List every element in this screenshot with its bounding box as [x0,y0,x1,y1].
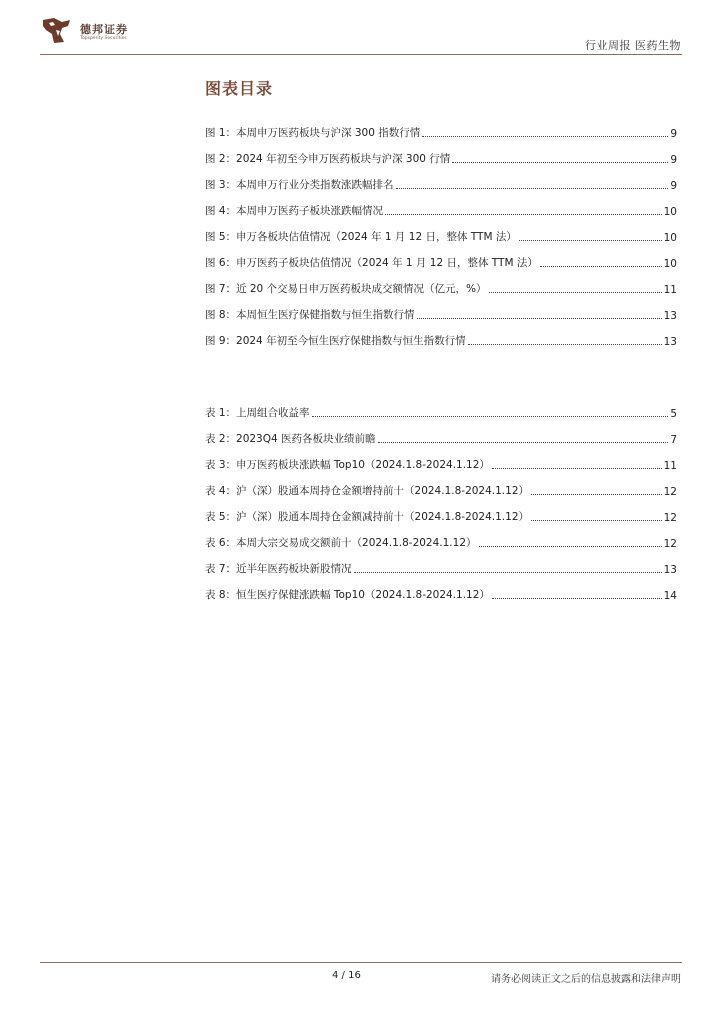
leader-dots [492,598,662,599]
leader-dots [396,188,669,189]
toc-table-item[interactable] [205,550,677,576]
leader-dots [312,416,669,417]
toc-item-label: 表 4：沪（深）股通本周持仓金额增持前十（2024.1.8-2024.1.12） [205,485,530,497]
leader-dots [378,442,669,443]
figure-list [205,114,677,348]
leader-dots [422,136,668,137]
toc-figure-item[interactable] [205,114,677,140]
legal-disclaimer: 请务必阅读正文之后的信息披露和法律声明 [491,974,681,985]
toc-table-item[interactable] [205,576,677,602]
leader-dots [492,468,662,469]
toc-item-page: 13 [663,336,677,348]
toc-item-page: 7 [670,434,677,446]
toc-table-item[interactable] [205,524,677,550]
logo-subtext: Topsperity Securities [80,36,127,41]
page-header [0,0,724,60]
leader-dots [385,214,662,215]
toc-figure-item[interactable] [205,166,677,192]
leader-dots [531,494,662,495]
toc-item-page: 13 [663,310,677,322]
page-number: 4 / 16 [332,970,361,981]
toc-item-label: 图 6：申万医药子板块估值情况（2024 年 1 月 12 日，整体 TTM 法） [205,257,538,269]
toc-item-label: 图 7：近 20 个交易日申万医药板块成交额情况（亿元，%） [205,283,487,295]
toc-item-label: 图 8：本周恒生医疗保健指数与恒生指数行情 [205,309,415,321]
company-logo [40,16,140,46]
toc-table-item[interactable] [205,420,677,446]
toc-item-label: 图 3：本周申万行业分类指数涨跌幅排名 [205,179,394,191]
toc-item-label: 图 1：本周申万医药板块与沪深 300 指数行情 [205,127,421,139]
toc-item-page: 9 [670,128,677,140]
leader-dots [519,240,662,241]
toc-item-page: 11 [663,284,677,296]
toc-item-page: 9 [670,180,677,192]
toc-item-page: 10 [663,232,677,244]
leader-dots [489,292,662,293]
toc-item-label: 表 6：本周大宗交易成交额前十（2024.1.8-2024.1.12） [205,537,477,549]
logo-text: 德邦证券 [80,23,128,36]
toc-item-label: 表 3：申万医药板块涨跌幅 Top10（2024.1.8-2024.1.12） [205,459,490,471]
logo-mark-icon [40,16,74,46]
footer-divider [40,962,682,963]
leader-dots [468,344,662,345]
toc-item-page: 9 [670,154,677,166]
toc-item-label: 表 5：沪（深）股通本周持仓金额减持前十（2024.1.8-2024.1.12） [205,511,530,523]
toc-figure-item[interactable] [205,296,677,322]
leader-dots [354,572,662,573]
report-section-label: 行业周报 医药生物 [585,39,681,52]
toc-table-item[interactable] [205,446,677,472]
toc-item-label: 图 9：2024 年初至今恒生医疗保健指数与恒生指数行情 [205,335,466,347]
toc-table-item[interactable] [205,472,677,498]
leader-dots [479,546,662,547]
table-list [205,394,677,602]
toc-item-label: 图 2：2024 年初至今申万医药板块与沪深 300 行情 [205,153,451,165]
toc-figure-item[interactable] [205,270,677,296]
toc-figure-item[interactable] [205,192,677,218]
toc-figure-item[interactable] [205,244,677,270]
toc-item-page: 12 [663,538,677,550]
toc-item-label: 表 2：2023Q4 医药各板块业绩前瞻 [205,433,376,445]
toc-item-page: 5 [670,408,677,420]
toc-item-page: 12 [663,486,677,498]
header-divider [40,54,682,55]
toc-table-item[interactable] [205,394,677,420]
toc-item-page: 14 [663,590,677,602]
toc-item-label: 图 5：申万各板块估值情况（2024 年 1 月 12 日，整体 TTM 法） [205,231,517,243]
leader-dots [417,318,662,319]
toc-figure-item[interactable] [205,322,677,348]
leader-dots [540,266,662,267]
toc-item-page: 11 [663,460,677,472]
leader-dots [531,520,662,521]
toc-figure-item[interactable] [205,218,677,244]
toc-item-label: 表 1：上周组合收益率 [205,407,310,419]
toc-item-label: 图 4：本周申万医药子板块涨跌幅情况 [205,205,384,217]
toc-figure-item[interactable] [205,140,677,166]
toc-title: 图表目录 [205,79,274,98]
toc-table-item[interactable] [205,498,677,524]
toc-item-page: 10 [663,206,677,218]
toc-item-label: 表 8：恒生医疗保健涨跌幅 Top10（2024.1.8-2024.1.12） [205,589,490,601]
toc-item-label: 表 7：近半年医药板块新股情况 [205,563,352,575]
leader-dots [452,162,668,163]
toc-item-page: 10 [663,258,677,270]
toc-item-page: 13 [663,564,677,576]
toc-item-page: 12 [663,512,677,524]
